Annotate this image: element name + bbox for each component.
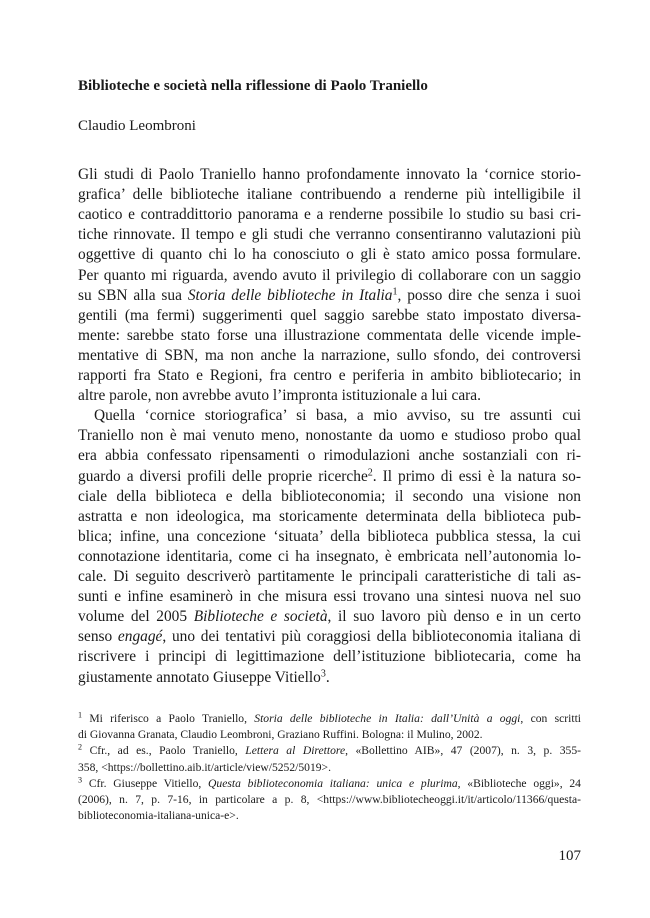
footnote-line [78,743,581,758]
body-line [78,165,581,185]
text-run: guardo a diversi profili delle proprie ricerche [78,467,368,485]
text-run: mente: sarebbe stato forse una illustrazione commentata delle vicende imple- [78,326,581,344]
italic-text: Storia delle biblioteche in Italia [187,286,393,304]
text-run: rapporti fra Stato e Regioni, fra centro e periferia in ambito bibliotecario; in [78,367,581,384]
article-title: Biblioteche e società nella riflessione di Paolo Traniello [78,78,428,94]
text-run: Traniello non è mai venuto meno, nonostante da uomo e studioso probo qual [78,427,581,445]
body-line [78,426,581,446]
text-run: (2006), n. 7, p. 7-16, in particolare a p. 8, <https://www.bibliotecheoggi.it/it/articolo/11366/questa- [78,793,581,806]
text-run: , con scritti [520,712,582,725]
text-run: Gli studi di Paolo Traniello hanno profondamente innovato la ‘cornice storio- [78,166,581,183]
text-run: ciale della biblioteca e della biblioteconomia; il secondo una visione non [78,487,581,505]
page-number: 107 [558,848,581,864]
text-run: blica; infine, una concezione ‘situata’ della biblioteca pubblica stessa, la cui [78,527,581,545]
author-name: Claudio Leombroni [78,118,196,134]
text-run: gentili (ma fermi) suggerimenti quel saggio sarebbe stato impostato diversa- [78,306,581,324]
text-run: Cfr. Giuseppe Vitiello, [82,776,209,790]
body-line [78,668,581,688]
body-line [78,205,581,225]
body-line [78,446,581,466]
body-line [78,467,581,487]
text-run: connotazione identitaria, come ci ha insegnato, è embricata nell’autonomia lo- [78,547,581,565]
body-line [78,225,581,245]
text-run: Mi riferisco a Paolo Traniello, [82,712,255,725]
body-line [78,547,581,567]
footnote-line [78,792,581,807]
text-run: riscrivere i principi di legittimazione dell’istituzione bibliotecaria, come ha [78,648,581,666]
text-run: 358, <https://bollettino.aib.it/article/view/5252/5019>. [78,760,331,774]
footnote-ref: 1 [78,710,83,720]
text-run: biblioteconomia-italiana-unica-e>. [78,809,239,823]
body-line [78,507,581,527]
footnote-line [78,776,581,791]
italic-text: engagé [117,628,163,646]
footnote-ref: 1 [392,286,398,298]
text-run: di Giovanna Granata, Claudio Leombroni, Graziano Ruffini. Bologna: il Mulino, 2002. [78,728,483,742]
body-line [78,326,581,346]
text-run: , «Bollettino AIB», 47 (2007), n. 3, p. 355- [345,744,581,758]
footnote-line [78,808,581,823]
footnote-ref: 2 [78,742,83,752]
footnote-line [78,760,581,775]
text-run: , il suo lavoro più denso e in un certo [327,608,581,626]
text-run: Per quanto mi riguarda, avendo avuto il privilegio di collaborare con un saggio [78,266,581,284]
text-run: giustamente annotato Giuseppe Vitiello [78,668,321,686]
body-line [78,346,581,366]
footnote-ref: 3 [320,668,326,679]
text-run: Quella ‘cornice storiografica’ si basa, a mio avviso, su tre assunti cui [94,407,581,425]
body-line [94,406,581,426]
body-line [78,306,581,326]
text-run: Cfr., ad es., Paolo Traniello, [82,744,246,758]
text-run: , uno dei tentativi più coraggiosi della biblioteconomia italiana di [162,628,581,646]
body-line [78,286,581,306]
text-run: volume del 2005 [78,608,194,626]
text-run: caotico e contraddittorio panorama e a renderne possibile lo studio su basi cri- [78,206,581,224]
italic-text: Lettera al Direttore [245,744,346,758]
body-line [78,185,581,205]
italic-text: Biblioteche e società [193,608,328,626]
body-line [78,487,581,507]
text-run: , posso dire che senza i suoi [397,286,581,304]
text-run: grafica’ delle biblioteche italiane contribuendo a renderne più intelligibile il [78,186,581,204]
body-line [78,245,581,265]
body-line [78,627,581,647]
text-run: era abbia confessato ripensamenti o rimodulazioni anche sostanziali con ri- [78,447,581,465]
body-line [78,607,581,627]
italic-text: Questa biblioteconomia italiana: unica e plurima [208,776,458,790]
body-line [78,266,581,286]
body-line [78,647,581,667]
italic-text: Storia delle biblioteche in Italia: dall’Unità a oggi [254,712,521,725]
text-run: oggettive di quanto chi lo ha conosciuto o gli è stato amico possa formulare. [78,246,581,264]
text-run: cale. Di seguito descriverò partitamente le principali caratteristiche di tali as- [78,568,581,585]
text-run: senso [78,628,118,646]
text-run: , «Biblioteche oggi», 24 [457,776,581,790]
footnote-ref: 2 [367,467,373,478]
text-run: altre parole, non avrebbe avuto l’impronta istituzionale a lui cara. [78,387,481,405]
body-line [78,587,581,607]
text-run: mentative di SBN, ma non anche la narrazione, sullo sfondo, dei controversi [78,346,581,364]
text-run: sunti e infine esaminerò in che misura essi trovano una sintesi nuova nel suo [78,588,581,606]
text-run: . [325,668,330,686]
footnote-ref: 3 [78,775,83,785]
body-line [78,386,581,406]
footnote-line [78,727,581,742]
text-run: tiche rinnovate. Il tempo e gli studi che verranno consentiranno valutazioni più [78,226,581,244]
body-line [78,366,581,386]
text-run: su SBN alla sua [78,286,188,304]
body-line [78,567,581,587]
text-run: astratta e non ideologica, ma storicamente determinata della biblioteca pub- [78,507,581,525]
footnote-line [78,711,581,726]
body-line [78,527,581,547]
text-run: . Il primo di essi è la natura so- [372,467,581,485]
